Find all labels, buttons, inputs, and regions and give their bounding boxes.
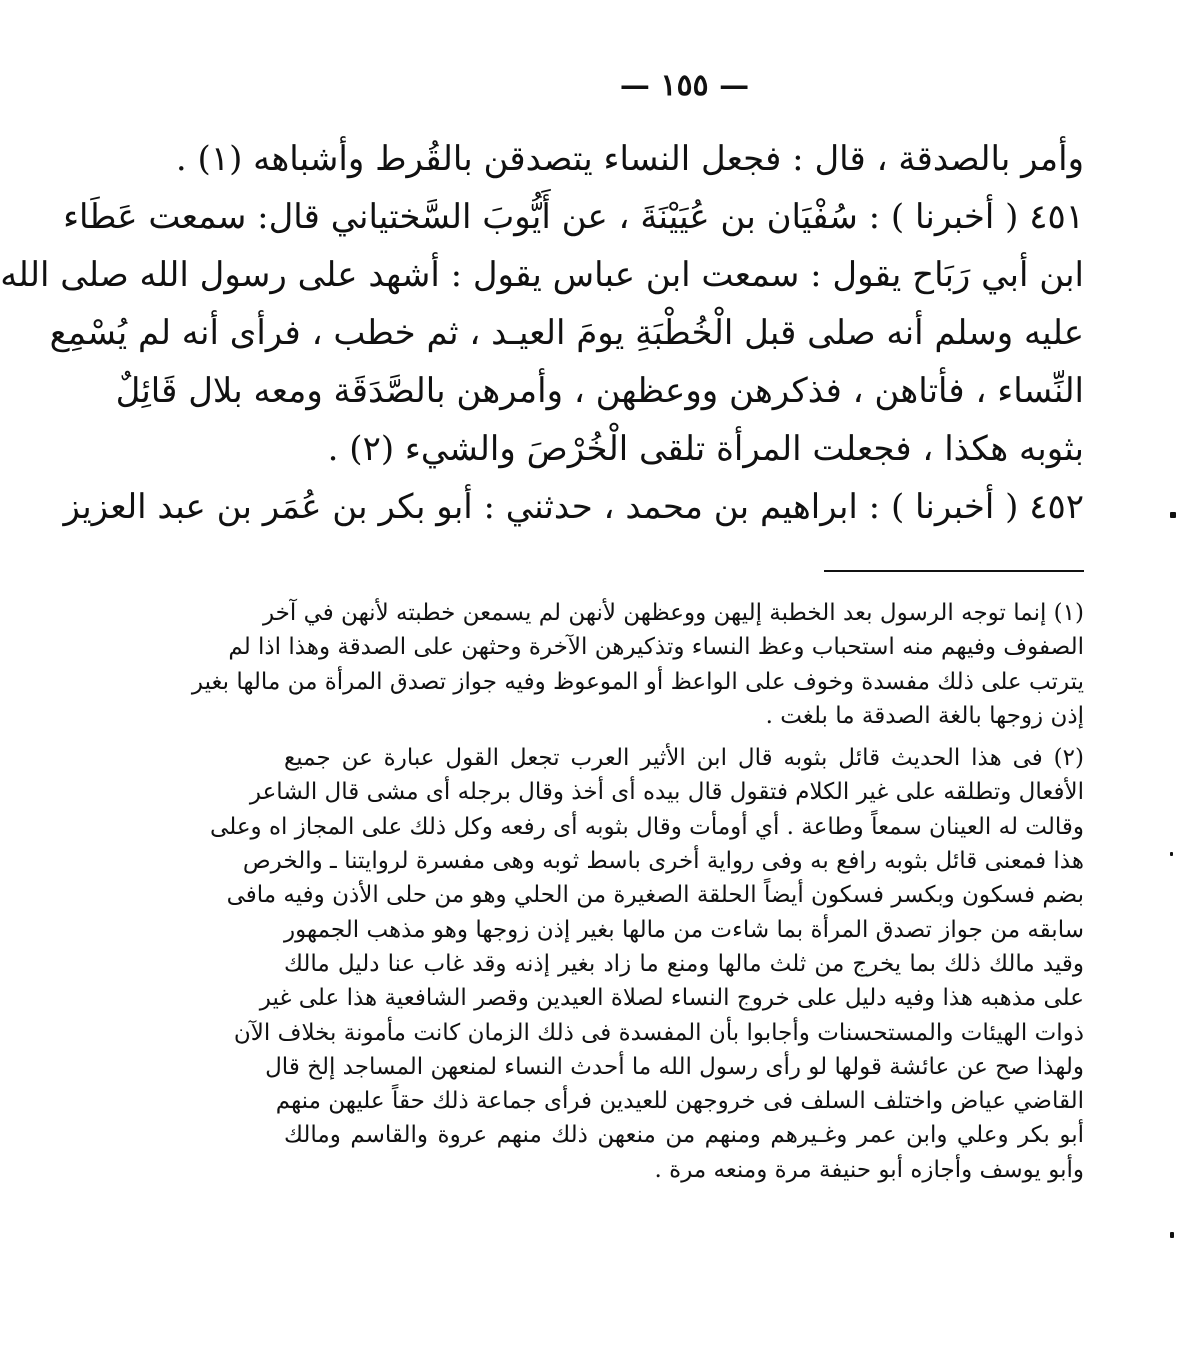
footnote-line: يترتب على ذلك مفسدة وخوف على الواعظ أو الموعوظ وفيه جواز تصدق المرأة من مالها بغير bbox=[191, 668, 1084, 695]
footnotes bbox=[191, 596, 1084, 1195]
footnote-line: بضم فسكون وبكسر فسكون أيضاً الحلقة الصغيرة من الحلي وهو من حلى الأذن وفيه مافى bbox=[226, 882, 1084, 909]
footnote-line: الأفعال وتطلقه على غير الكلام فتقول قال بيده أى أخذ وقال برجله أى مشى قال الشاعر bbox=[249, 779, 1084, 806]
footnote-line: سابقه من جواز تصدق المرأة بما شاءت من مالها بغير إذن زوجها وهو مذهب الجمهور bbox=[284, 916, 1084, 943]
page-number: — ١٥٥ — bbox=[619, 68, 750, 103]
footnote-line: هذا فمعنى قائل بثوبه رافع به وفى رواية أخرى باسط ثوبه وهى مفسرة لروايتنا ـ والخرص bbox=[242, 848, 1084, 875]
main-line: النِّساء ، فأتاهن ، فذكرهن ووعظهن ، وأمرهن بالصَّدَقَة ومعه بلال قَائِلٌ bbox=[115, 371, 1084, 411]
margin-mark bbox=[1170, 1232, 1174, 1238]
footnote-line: وقالت له العينان سمعاً وطاعة . أي أومأت وقال بثوبه أى رفعه وكل ذلك على المجاز اه وعلى bbox=[210, 813, 1084, 840]
footnote-line: وأبو يوسف وأجازه أبو حنيفة مرة ومنعه مرة . bbox=[654, 1156, 1084, 1183]
main-line: بثوبه هكذا ، فجعلت المرأة تلقى الْخُرْصَ والشيء (٢) . bbox=[327, 429, 1084, 469]
hadith-452-line: ٤٥٢ ( أخبرنا ) : ابراهيم بن محمد ، حدثني : أبو بكر بن عُمَر بن عبد العزيز bbox=[63, 487, 1084, 527]
footnote-line: الصفوف وفيهم منه استحباب وعظ النساء وتذكيرهن الآخرة وحثهن على الصدقة وهذا اذا لم bbox=[228, 634, 1084, 661]
footnote-line: ولهذا صح عن عائشة قولها لو رأى رسول الله ما أحدث النساء لمنعهن المساجد إلخ قال bbox=[265, 1053, 1084, 1080]
main-text bbox=[0, 130, 1084, 536]
footnote-line: على مذهبه هذا وفيه دليل على خروج النساء لصلاة العيدين وقصر الشافعية هذا على غير bbox=[259, 985, 1084, 1012]
margin-mark bbox=[1170, 512, 1176, 518]
footnote-1 bbox=[191, 596, 1084, 733]
footnote-line: ذوات الهيئات والمستحسنات وأجابوا بأن المفسدة فى ذلك الزمان كانت مأمونة بخلاف الآن bbox=[233, 1019, 1084, 1046]
footnote-line: إذن زوجها بالغة الصدقة ما بلغت . bbox=[765, 702, 1084, 729]
footnote-divider bbox=[824, 570, 1084, 572]
footnote-line: (٢) فى هذا الحديث قائل بثوبه قال ابن الأثير العرب تجعل القول عبارة عن جميع bbox=[284, 745, 1084, 772]
footnote-line: القاضي عياض واختلف السلف فى خروجهن للعيدين فرأى جماعة ذلك حقاً عليهن منهم bbox=[275, 1088, 1084, 1115]
main-line: ابن أبي رَبَاح يقول : سمعت ابن عباس يقول : أشهد على رسول الله صلى الله bbox=[0, 255, 1084, 295]
main-line: وأمر بالصدقة ، قال : فجعل النساء يتصدقن بالقُرط وأشباهه (١) . bbox=[175, 139, 1084, 179]
footnote-line: وقيد مالك ذلك بما يخرج من ثلث مالها ومنع ما زاد بغير إذنه وقد غاب عنا دليل مالك bbox=[284, 950, 1084, 977]
hadith-451-line: ٤٥١ ( أخبرنا ) : سُفْيَان بن عُيَيْنَةَ ، عن أَيُّوبَ السَّختياني قال: سمعت عَطَاء bbox=[63, 197, 1084, 237]
margin-mark bbox=[1170, 852, 1173, 856]
footnote-2 bbox=[210, 741, 1084, 1187]
footnote-line: (١) إنما توجه الرسول بعد الخطبة إليهن ووعظهن لأنهن لم يسمعن خطبته لأنهن في آخر bbox=[262, 600, 1084, 626]
footnote-line: أبو بكر وعلي وابن عمر وغـيرهم ومنهم من منعهن ذلك منهم عروة والقاسم ومالك bbox=[284, 1122, 1084, 1149]
main-line: عليه وسلم أنه صلى قبل الْخُطْبَةِ يومَ العيـد ، ثم خطب ، فرأى أنه لم يُسْمِع bbox=[49, 313, 1084, 353]
